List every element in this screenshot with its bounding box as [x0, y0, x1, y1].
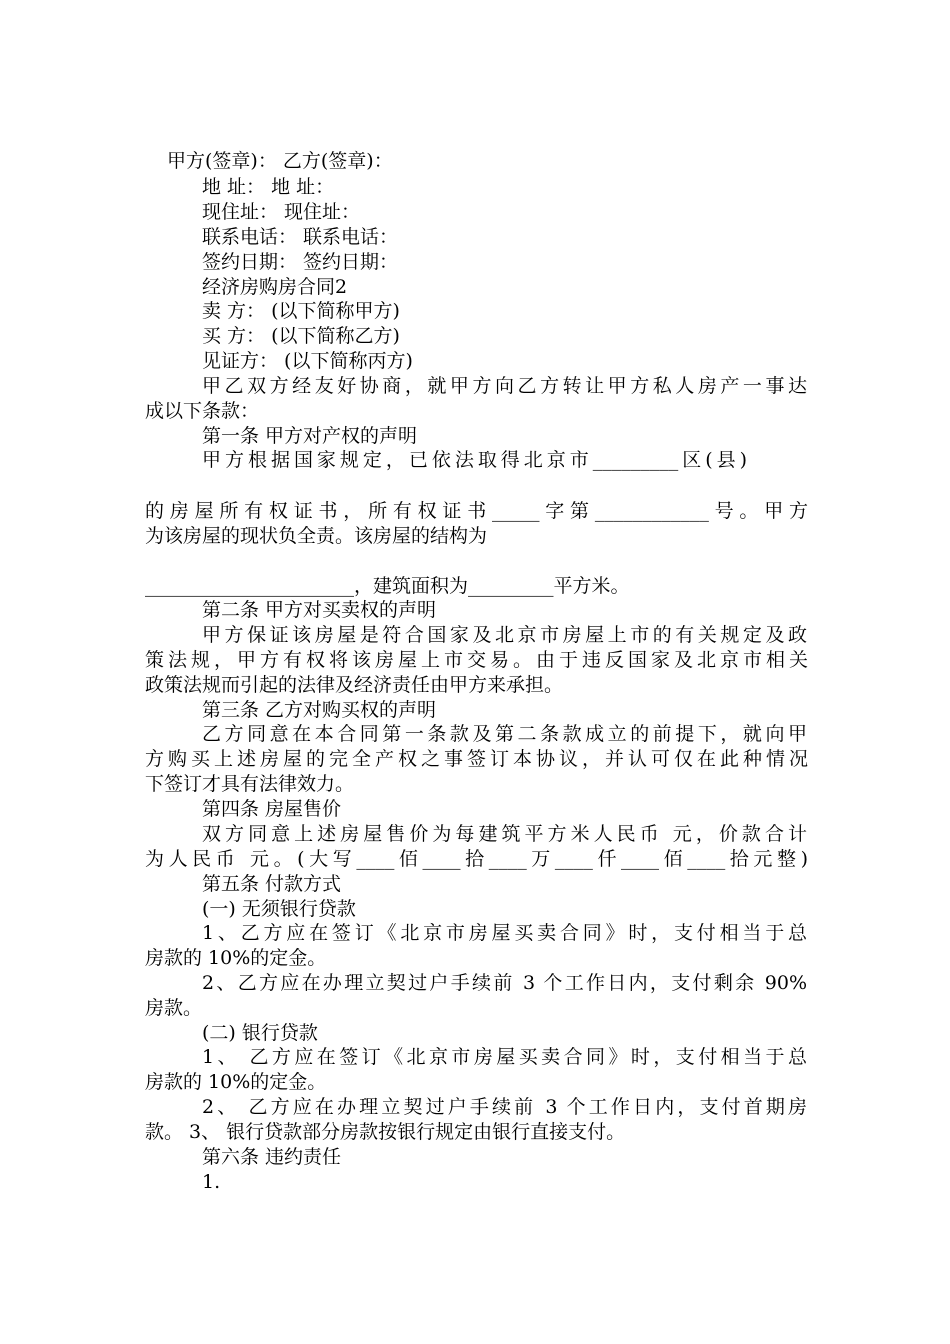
article-4-line-2: 为人民币 元。(大写____佰____拾____万____仟____佰____拾元整) — [145, 848, 808, 870]
article-3-line-2: 方购买上述房屋的完全产权之事签订本协议，并认可仅在此种情况 — [145, 748, 808, 770]
intro-paragraph-line-1: 甲乙双方经友好协商，就甲方向乙方转让甲方私人房产一事达 — [202, 375, 807, 397]
article-5-sub1-item-2-line-2: 房款。 — [145, 997, 203, 1019]
article-5-sub2-item-1-line-1: 1、 乙方应在签订《北京市房屋买卖合同》时，支付相当于总 — [202, 1046, 807, 1068]
article-3-title: 第三条 乙方对购买权的声明 — [202, 699, 437, 721]
article-5-sub1-item-1-line-1: 1、乙方应在签订《北京市房屋买卖合同》时，支付相当于总 — [202, 922, 807, 944]
article-1-line-2: 的房屋所有权证书，所有权证书_____字第____________号。甲方 — [145, 500, 808, 522]
article-5-subsection-1: (一) 无须银行贷款 — [202, 898, 356, 920]
article-6-item-1: 1. — [202, 1171, 221, 1193]
article-2-line-1: 甲方保证该房屋是符合国家及北京市房屋上市的有关规定及政 — [202, 624, 807, 646]
signature-header-line: 甲方(签章)： 乙方(签章)： — [167, 150, 393, 172]
article-3-line-1: 乙方同意在本合同第一条款及第二条款成立的前提下，就向甲 — [202, 723, 807, 745]
article-2-line-2: 策法规，甲方有权将该房屋上市交易。由于违反国家及北京市相关 — [145, 649, 808, 671]
address-line: 地 址： 地 址： — [202, 176, 335, 198]
sign-date-line: 签约日期： 签约日期： — [202, 251, 399, 273]
article-5-sub2-item-2-line-2: 款。 3、 银行贷款部分房款按银行规定由银行直接支付。 — [145, 1121, 626, 1143]
residence-line: 现住址： 现住址： — [202, 201, 361, 223]
article-1-title: 第一条 甲方对产权的声明 — [202, 425, 418, 447]
seller-line: 卖 方： (以下简称甲方) — [202, 300, 400, 322]
article-3-line-3: 下签订才具有法律效力。 — [145, 773, 355, 795]
article-4-title: 第四条 房屋售价 — [202, 798, 342, 820]
contract-title: 经济房购房合同2 — [202, 276, 348, 298]
article-6-title: 第六条 违约责任 — [202, 1146, 342, 1168]
article-1-line-1: 甲方根据国家规定，已依法取得北京市_________区(县) — [202, 449, 747, 471]
witness-line: 见证方： (以下简称丙方) — [202, 350, 413, 372]
article-1-line-3: 为该房屋的现状负全责。该房屋的结构为 — [145, 525, 488, 547]
article-2-line-3: 政策法规而引起的法律及经济责任由甲方来承担。 — [145, 674, 564, 696]
buyer-line: 买 方： (以下简称乙方) — [202, 325, 400, 347]
article-5-sub2-item-1-line-2: 房款的 10%的定金。 — [145, 1071, 327, 1093]
article-5-sub1-item-1-line-2: 房款的 10%的定金。 — [145, 947, 327, 969]
article-5-title: 第五条 付款方式 — [202, 873, 342, 895]
article-5-subsection-2: (二) 银行贷款 — [202, 1022, 318, 1044]
article-4-line-1: 双方同意上述房屋售价为每建筑平方米人民币 元，价款合计 — [202, 823, 807, 845]
article-1-line-4: ______________________，建筑面积为_________平方米。 — [145, 575, 630, 597]
article-5-sub1-item-2-line-1: 2、乙方应在办理立契过户手续前 3 个工作日内，支付剩余 90% — [202, 972, 807, 994]
article-2-title: 第二条 甲方对买卖权的声明 — [202, 599, 437, 621]
intro-paragraph-line-2: 成以下条款： — [145, 400, 260, 422]
phone-line: 联系电话： 联系电话： — [202, 226, 399, 248]
article-5-sub2-item-2-line-1: 2、 乙方应在办理立契过户手续前 3 个工作日内，支付首期房 — [202, 1096, 807, 1118]
